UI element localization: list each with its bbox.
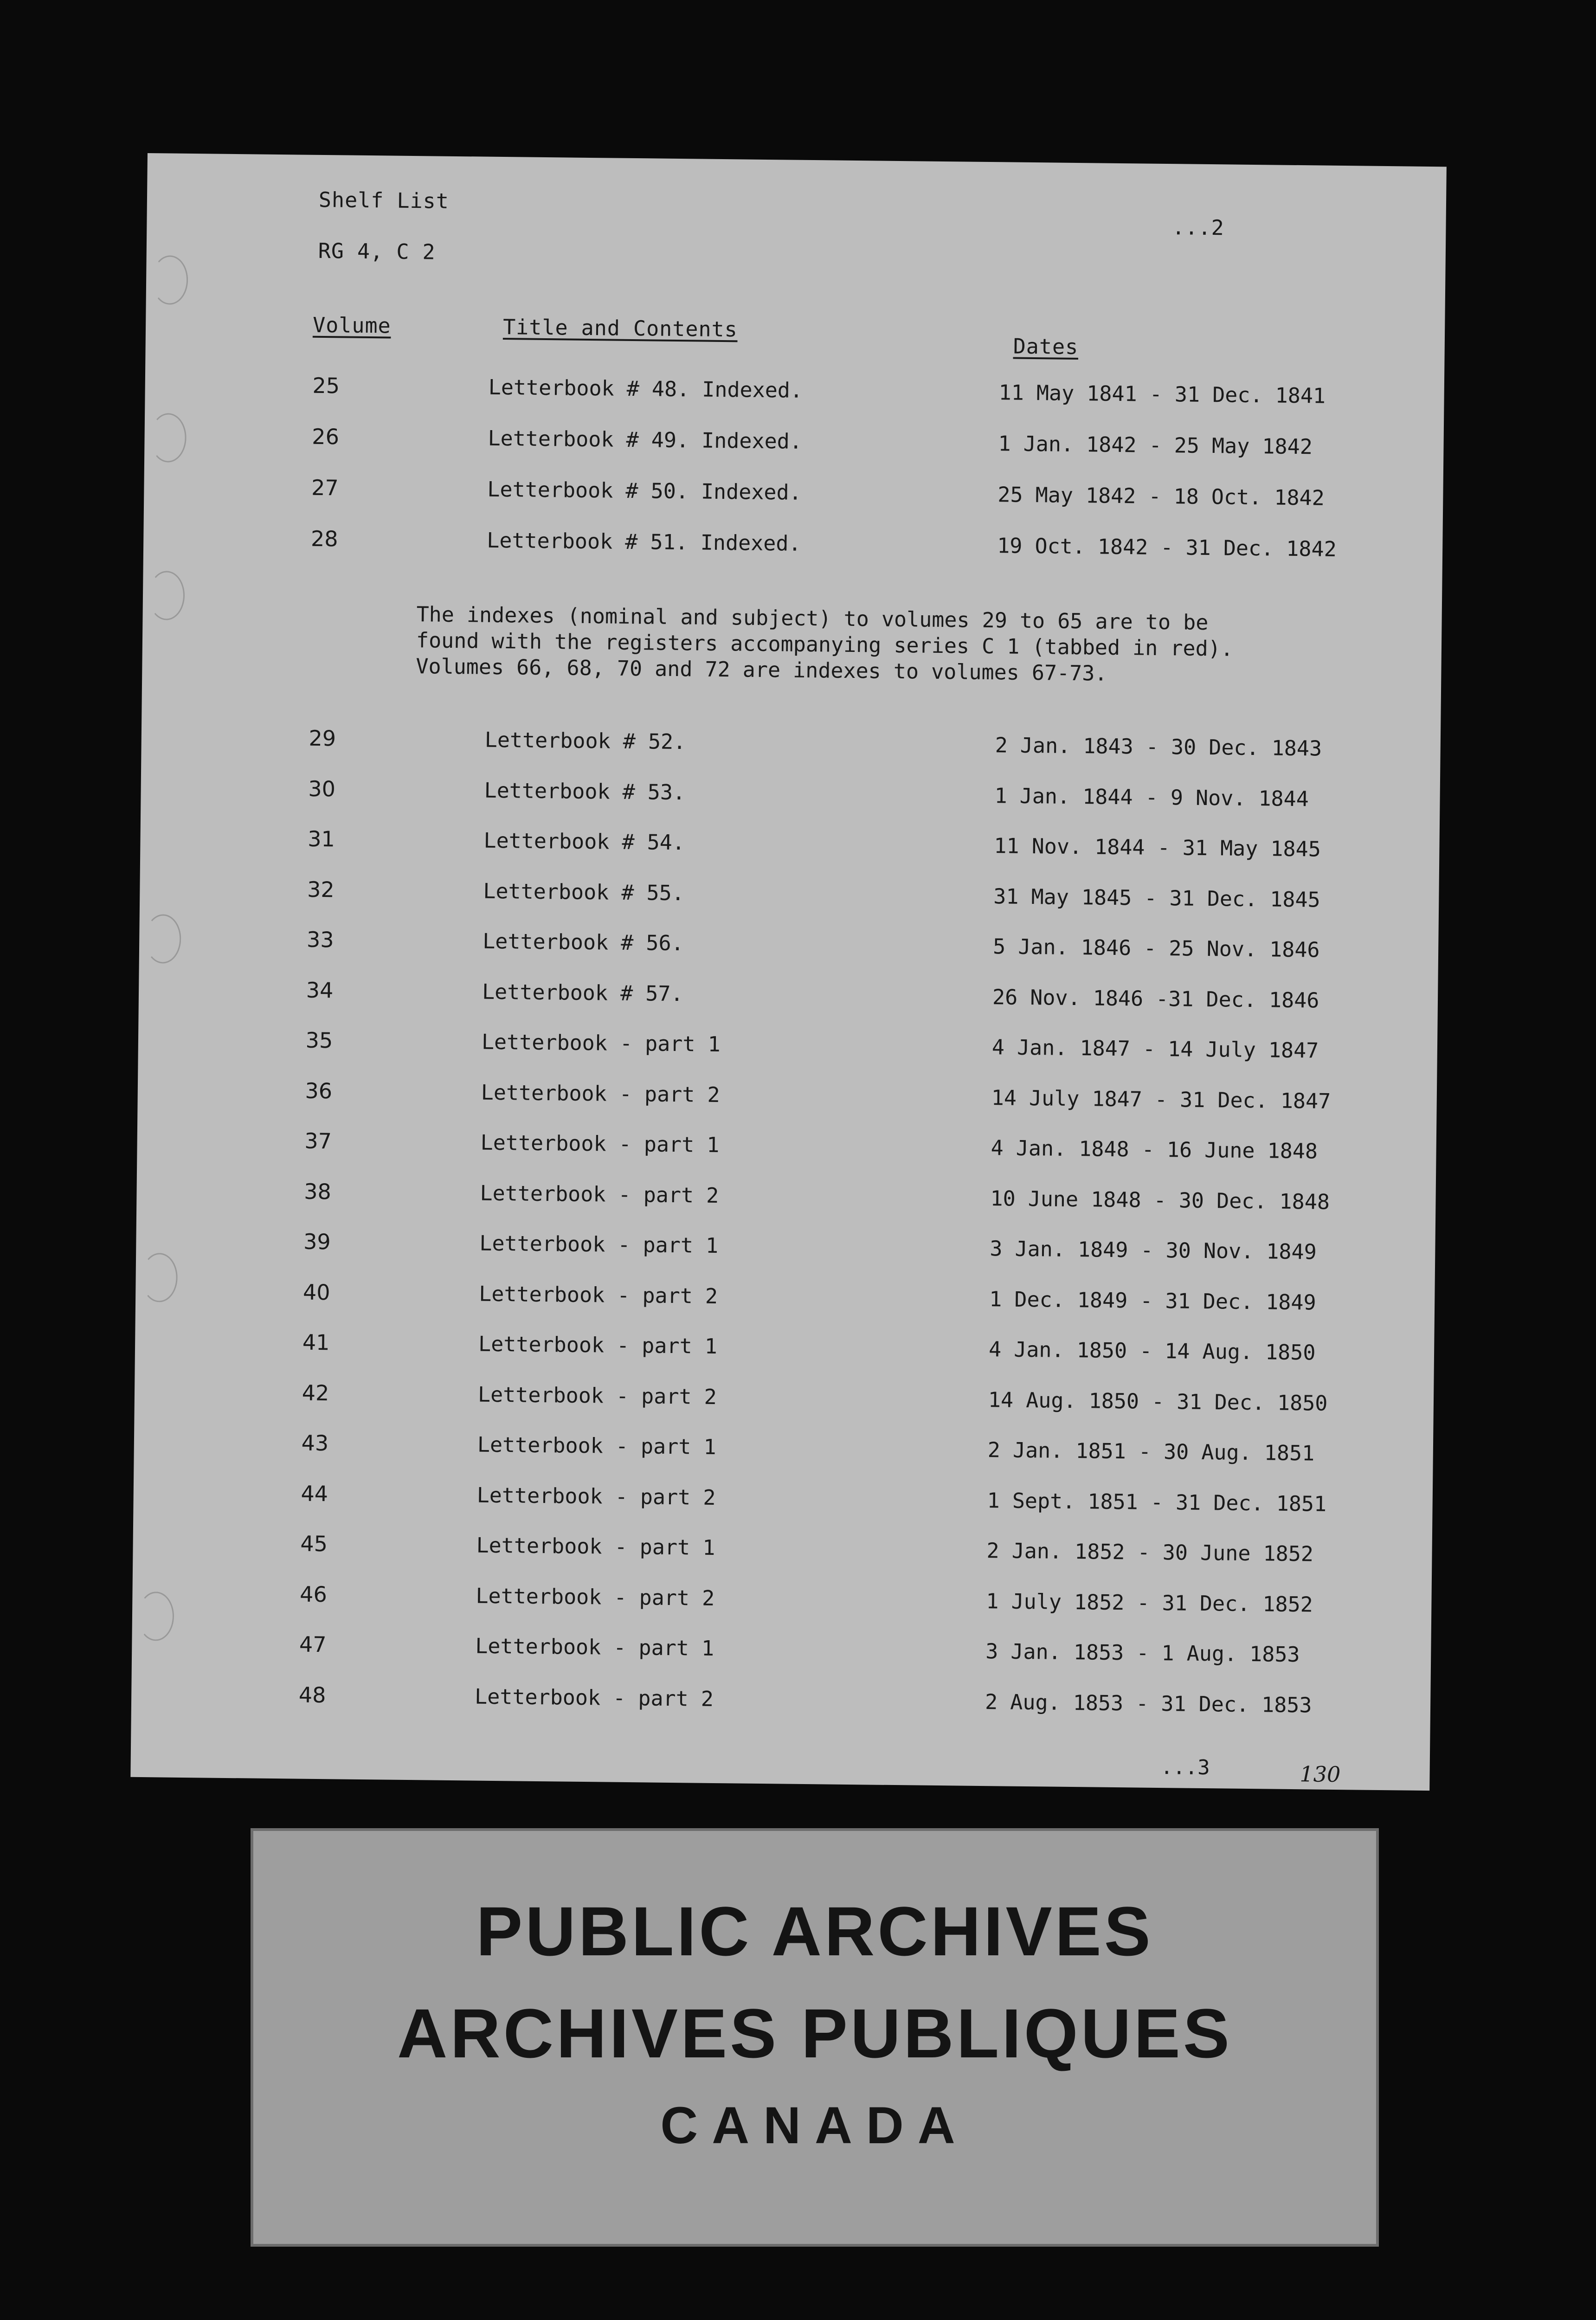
volume-title: Letterbook # 57. xyxy=(482,979,683,1006)
volume-dates: 14 Aug. 1850 - 31 Dec. 1850 xyxy=(988,1387,1328,1416)
table-row xyxy=(136,1177,1436,1237)
volume-title: Letterbook # 56. xyxy=(482,928,684,956)
table-row xyxy=(138,1026,1437,1086)
table-row xyxy=(141,774,1440,834)
table-row xyxy=(144,422,1444,482)
volume-dates: 2 Jan. 1852 - 30 June 1852 xyxy=(986,1538,1314,1566)
record-group-reference: RG 4, C 2 xyxy=(318,238,436,264)
volume-number: 43 xyxy=(301,1430,329,1456)
table-row xyxy=(135,1277,1435,1337)
volume-title: Letterbook - part 2 xyxy=(474,1684,714,1711)
volume-title: Letterbook - part 1 xyxy=(480,1130,720,1158)
volume-number: 31 xyxy=(307,826,335,852)
volume-title: Letterbook - part 2 xyxy=(477,1382,717,1409)
volume-title: Letterbook # 53. xyxy=(484,778,686,805)
volume-dates: 31 May 1845 - 31 Dec. 1845 xyxy=(993,883,1320,912)
volume-title: Letterbook # 54. xyxy=(483,828,685,855)
volume-title: Letterbook - part 1 xyxy=(478,1331,718,1359)
column-header-volume: Volume xyxy=(312,312,391,338)
punch-hole xyxy=(152,255,188,305)
volume-title: Letterbook - part 2 xyxy=(480,1180,719,1208)
volume-number: 45 xyxy=(300,1531,328,1557)
table-row xyxy=(131,1680,1430,1740)
volume-number: 44 xyxy=(301,1481,328,1506)
table-row xyxy=(132,1579,1432,1639)
volume-dates: 1 Sept. 1851 - 31 Dec. 1851 xyxy=(987,1488,1327,1516)
table-row xyxy=(137,1127,1436,1186)
volume-title: Letterbook - part 1 xyxy=(476,1533,715,1560)
volume-dates: 11 May 1841 - 31 Dec. 1841 xyxy=(998,380,1326,408)
index-note: The indexes (nominal and subject) to volumes 29 to 65 are to be found with the registers accompanying series C 1 (tabbed in red). Volumes 66, 68, 70 and 72 are indexes to volumes 67-73. xyxy=(416,602,1234,686)
volume-number: 34 xyxy=(306,977,334,1003)
page-marker: ...2 xyxy=(1172,215,1225,240)
volume-number: 30 xyxy=(308,776,336,801)
volume-number: 37 xyxy=(304,1128,332,1154)
shelf-list-page xyxy=(130,153,1446,1791)
page-number: 130 xyxy=(1300,1761,1341,1787)
volume-dates: 5 Jan. 1846 - 25 Nov. 1846 xyxy=(992,934,1320,962)
volume-number: 33 xyxy=(306,927,334,953)
volume-title: Letterbook # 55. xyxy=(483,878,685,905)
next-page-marker: ...3 xyxy=(1160,1755,1210,1780)
volume-title: Letterbook - part 2 xyxy=(481,1080,720,1107)
volume-number: 47 xyxy=(299,1631,327,1657)
table-row xyxy=(141,724,1441,784)
volume-title: Letterbook - part 1 xyxy=(477,1432,716,1459)
volume-number: 29 xyxy=(309,725,336,751)
table-row xyxy=(136,1227,1435,1287)
volume-title: Letterbook - part 1 xyxy=(475,1633,714,1661)
volume-title: Letterbook # 50. Indexed. xyxy=(487,477,802,505)
volume-dates: 1 July 1852 - 31 Dec. 1852 xyxy=(986,1588,1313,1617)
volume-number: 26 xyxy=(312,424,340,450)
volume-dates: 1 Jan. 1844 - 9 Nov. 1844 xyxy=(994,783,1309,811)
table-row xyxy=(144,473,1443,533)
volume-dates: 11 Nov. 1844 - 31 May 1845 xyxy=(994,833,1321,862)
table-row xyxy=(140,875,1439,934)
volume-dates: 3 Jan. 1849 - 30 Nov. 1849 xyxy=(990,1236,1317,1264)
volume-title: Letterbook - part 2 xyxy=(479,1281,718,1308)
volume-title: Letterbook - part 1 xyxy=(481,1029,721,1057)
volume-dates: 26 Nov. 1846 -31 Dec. 1846 xyxy=(992,984,1319,1013)
volume-dates: 14 July 1847 - 31 Dec. 1847 xyxy=(991,1085,1331,1114)
volume-dates: 10 June 1848 - 30 Dec. 1848 xyxy=(990,1186,1330,1214)
volume-title: Letterbook - part 2 xyxy=(476,1482,716,1510)
table-row xyxy=(133,1479,1433,1539)
volume-dates: 4 Jan. 1850 - 14 Aug. 1850 xyxy=(988,1337,1316,1365)
volume-dates: 25 May 1842 - 18 Oct. 1842 xyxy=(998,482,1325,510)
table-row xyxy=(138,975,1438,1035)
table-row xyxy=(145,371,1444,431)
volume-number: 27 xyxy=(311,475,339,501)
volume-title: Letterbook # 49. Indexed. xyxy=(488,425,803,454)
table-row xyxy=(140,825,1440,884)
archives-stamp xyxy=(251,1828,1379,2247)
volume-dates: 2 Aug. 1853 - 31 Dec. 1853 xyxy=(985,1689,1312,1717)
volume-dates: 2 Jan. 1851 - 30 Aug. 1851 xyxy=(987,1437,1315,1466)
stamp-line-english: PUBLIC ARCHIVES xyxy=(476,1892,1153,1970)
volume-title: Letterbook # 51. Indexed. xyxy=(487,528,801,556)
table-row xyxy=(132,1630,1431,1690)
column-header-title: Title and Contents xyxy=(502,315,738,342)
volume-dates: 3 Jan. 1853 - 1 Aug. 1853 xyxy=(985,1639,1300,1667)
volume-number: 40 xyxy=(302,1279,330,1305)
volume-number: 42 xyxy=(302,1380,329,1405)
table-row xyxy=(139,925,1439,985)
table-row xyxy=(134,1378,1434,1438)
stamp-line-french: ARCHIVES PUBLIQUES xyxy=(397,1994,1232,2072)
table-row xyxy=(143,524,1443,584)
volume-dates: 2 Jan. 1843 - 30 Dec. 1843 xyxy=(995,733,1322,761)
volume-dates: 4 Jan. 1847 - 14 July 1847 xyxy=(991,1035,1319,1063)
volume-number: 35 xyxy=(305,1027,333,1053)
volume-number: 39 xyxy=(303,1229,331,1255)
volume-number: 46 xyxy=(299,1581,328,1607)
volume-number: 32 xyxy=(307,876,335,902)
volume-title: Letterbook # 52. xyxy=(484,727,686,754)
volume-dates: 19 Oct. 1842 - 31 Dec. 1842 xyxy=(997,533,1337,561)
volume-title: Letterbook - part 1 xyxy=(479,1231,719,1258)
volume-title: Letterbook - part 2 xyxy=(476,1583,715,1611)
table-row xyxy=(135,1328,1434,1388)
volume-dates: 4 Jan. 1848 - 16 June 1848 xyxy=(991,1135,1318,1164)
volume-title: Letterbook # 48. Indexed. xyxy=(488,374,803,403)
volume-dates: 1 Jan. 1842 - 25 May 1842 xyxy=(998,431,1313,459)
volume-number: 38 xyxy=(304,1179,332,1204)
column-header-dates: Dates xyxy=(1013,334,1079,360)
table-row xyxy=(137,1076,1437,1136)
volume-dates: 1 Dec. 1849 - 31 Dec. 1849 xyxy=(989,1286,1316,1315)
volume-number: 41 xyxy=(302,1329,330,1355)
volume-number: 25 xyxy=(312,373,340,399)
volume-number: 48 xyxy=(298,1682,326,1708)
volume-number: 28 xyxy=(310,526,338,552)
table-row xyxy=(133,1529,1432,1589)
table-row xyxy=(134,1429,1433,1489)
list-title: Shelf List xyxy=(318,187,450,213)
volume-number: 36 xyxy=(305,1078,333,1103)
stamp-line-country: CANADA xyxy=(660,2096,969,2154)
punch-hole xyxy=(148,571,185,620)
